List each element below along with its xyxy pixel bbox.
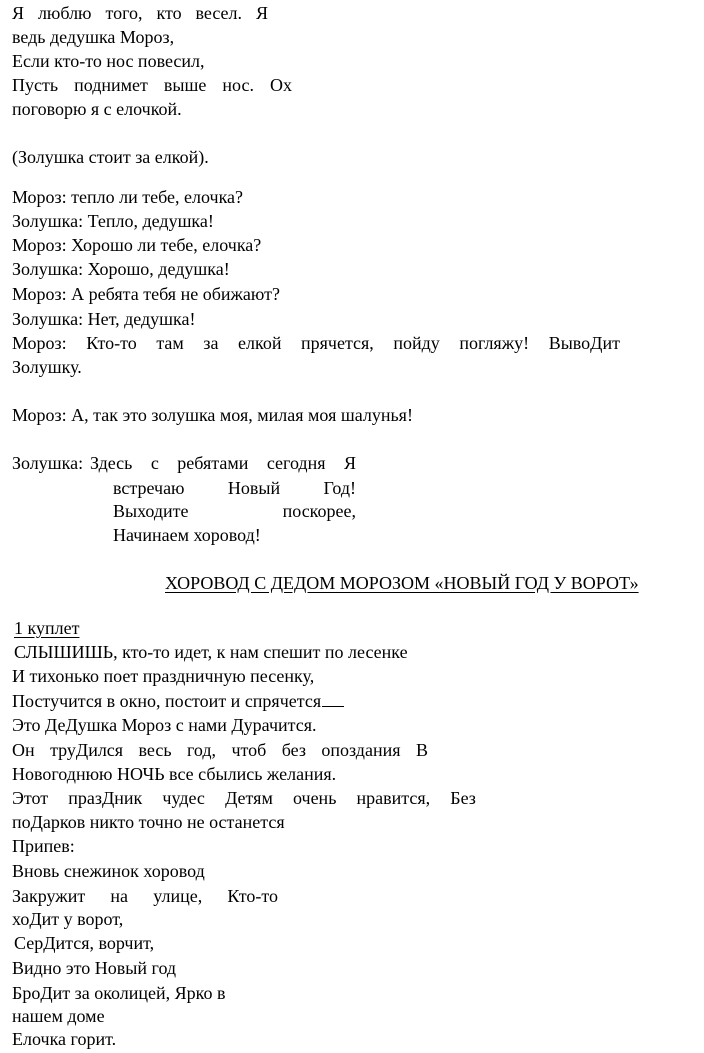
dialogue-line-8: Золушку. [12, 357, 82, 377]
dialogue-line-9: Мороз: А, так это золушка моя, милая моя шалунья! [12, 405, 413, 425]
chorus-line-1: Вновь снежинок хоровод [12, 861, 205, 881]
dialogue-line-1: Мороз: тепло ли тебе, елочка? [12, 187, 244, 207]
verse-line-7: Этот празДник чудес Детям очень нравится, Без [12, 788, 476, 808]
intro-line-5: поговорю я с елочкой. [12, 99, 182, 119]
dialogue-line-4: Золушка: Хорошо, дедушка! [12, 259, 230, 279]
dash-mark [322, 692, 344, 707]
song-title: ХОРОВОД С ДЕДОМ МОРОЗОМ «НОВЫЙ ГОД У ВОРОТ» [165, 573, 639, 593]
verse-line-1: СЛЫШИШЬ, кто-то идет, к нам спешит по лесенке [14, 642, 408, 662]
intro-line-3: Если кто-то нос повесил, [12, 51, 205, 71]
dialogue-line-2: Золушка: Тепло, дедушка! [12, 211, 214, 231]
chorus-line-8: Елочка горит. [12, 1029, 117, 1049]
chorus-line-6: БроДит за околицей, Ярко в [12, 983, 226, 1003]
verse-label: 1 куплет [14, 618, 80, 638]
chorus-line-5: Видно это Новый год [12, 958, 177, 978]
verse-line-5: Он труДился весь год, чтоб без опоздания В [12, 740, 428, 760]
intro-line-4: Пусть поднимет выше нос. Ох [12, 75, 292, 95]
dialogue-line-7: Мороз: Кто-то там за елкой прячется, пойду погляжу! ВывоДит [12, 333, 620, 353]
dialogue-line-6: Золушка: Нет, дедушка! [12, 309, 196, 329]
cinderella-line-4: Начинаем хоровод! [113, 525, 261, 545]
chorus-label: Припев: [12, 836, 75, 856]
chorus-line-2: Закружит на улице, Кто-то [12, 886, 278, 906]
cinderella-line-1: Здесь с ребятами сегодня Я [90, 453, 356, 473]
verse-line-3: Постучится в окно, постоит и спрячется [12, 692, 344, 710]
verse-line-6: Новогоднюю НОЧЬ все сбылись желания. [12, 764, 337, 784]
chorus-line-7: нашем доме [12, 1006, 105, 1026]
dialogue-line-5: Мороз: А ребята тебя не обижают? [12, 284, 280, 304]
cinderella-speaker: Золушка: [12, 453, 84, 473]
cinderella-line-3: Выходите поскорее, [113, 501, 356, 521]
verse-line-4: Это ДеДушка Мороз с нами Дурачится. [12, 715, 317, 735]
intro-line-2: ведь дедушка Мороз, [12, 27, 175, 47]
chorus-line-3: хоДит у ворот, [12, 909, 124, 929]
dialogue-line-3: Мороз: Хорошо ли тебе, елочка? [12, 235, 262, 255]
verse-line-2: И тихонько поет праздничную песенку, [12, 666, 315, 686]
cinderella-line-2: встречаю Новый Год! [113, 478, 356, 498]
intro-line-1: Я люблю того, кто весел. Я [12, 3, 268, 23]
chorus-line-4: СерДится, ворчит, [14, 933, 155, 953]
stage-direction: (Золушка стоит за елкой). [12, 147, 209, 167]
verse-line-8: поДарков никто точно не останется [12, 812, 285, 832]
